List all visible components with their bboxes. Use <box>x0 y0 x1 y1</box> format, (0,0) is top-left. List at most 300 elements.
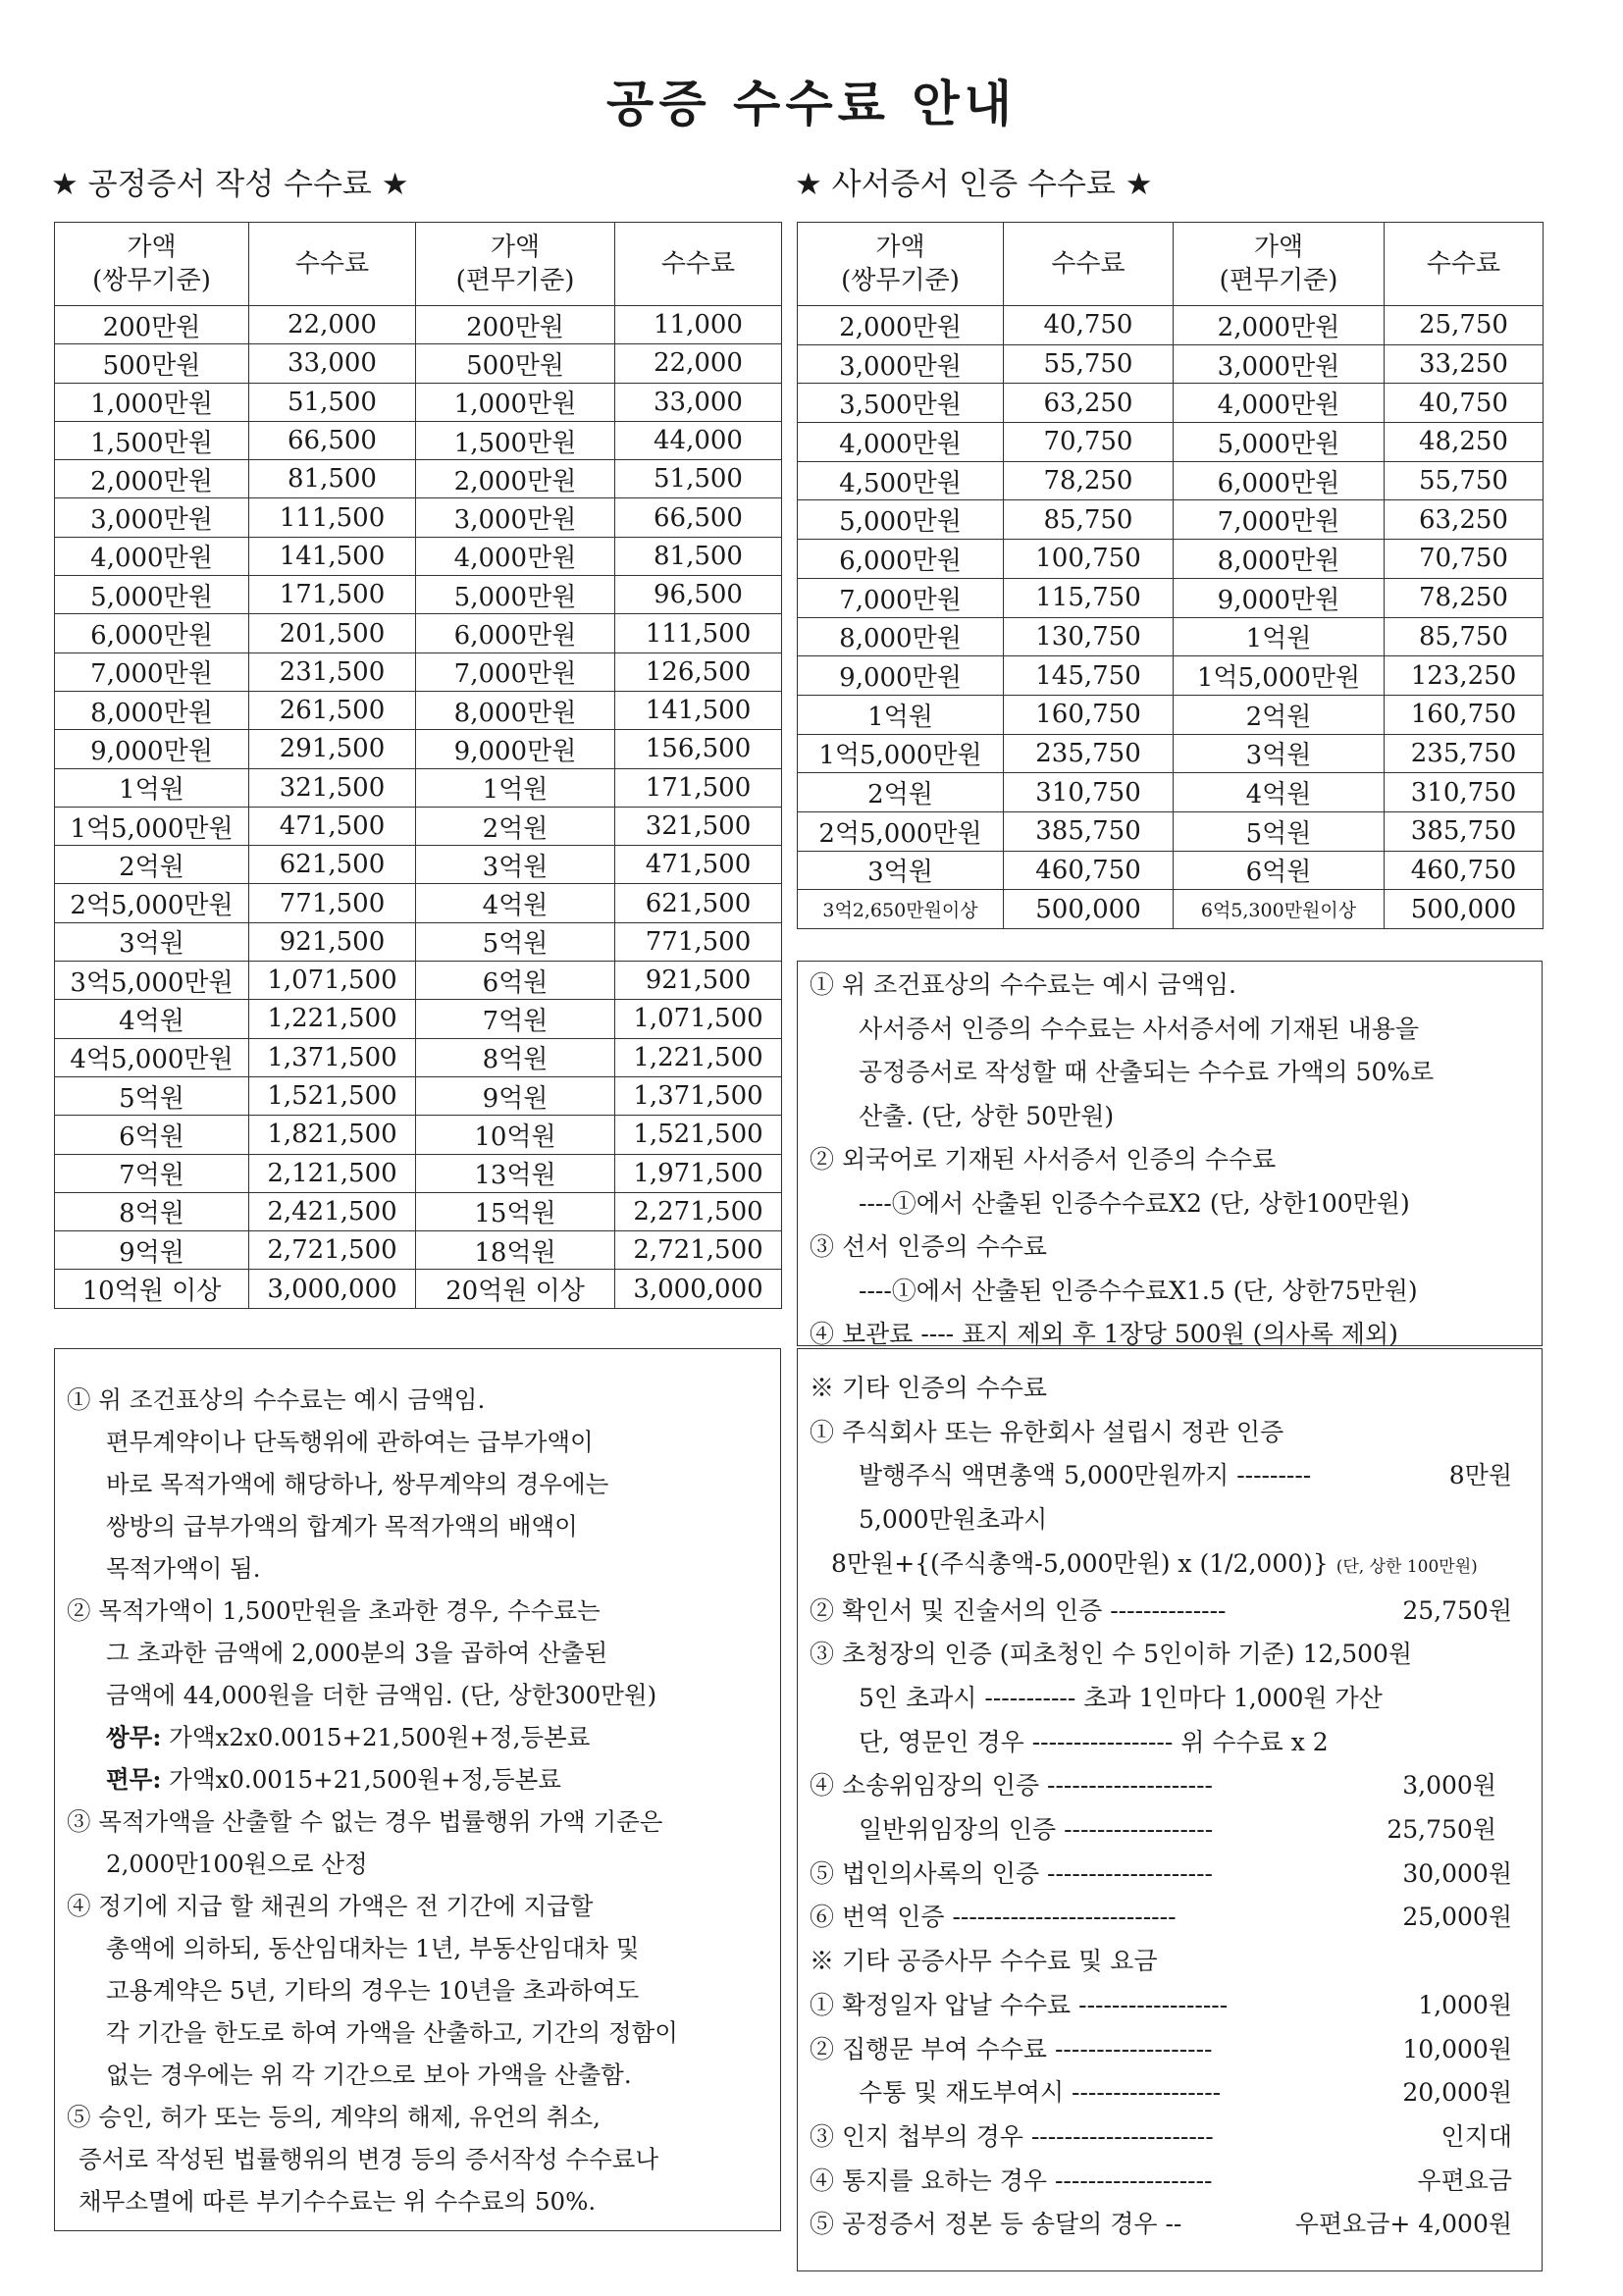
page-title: 공증 수수료 안내 <box>606 76 1017 132</box>
note-line: ① 위 조건표상의 수수료는 예시 금액임. <box>67 1385 486 1414</box>
note-line: 공정증서로 작성할 때 산출되는 수수료 가액의 50%로 <box>859 1058 1435 1086</box>
formula-label: 쌍무: <box>106 1723 162 1751</box>
item-fee: 3,000원 <box>1402 1771 1496 1800</box>
table-row <box>55 460 782 498</box>
amount-cell: 5억원 <box>55 1076 249 1115</box>
note-line: 그 초과한 금액에 2,000분의 3을 곱하여 산출된 <box>106 1639 608 1667</box>
notarial-deed-fee-table <box>54 222 782 1309</box>
item-fee: 25,750원 <box>1402 1595 1512 1625</box>
fee-cell: 235,750 <box>1004 734 1174 773</box>
fee-cell: 171,500 <box>615 768 782 807</box>
notarial-deed-fee-heading: ★ 공정증서 작성 수수료 ★ <box>51 167 409 202</box>
fee-cell: 621,500 <box>249 846 416 884</box>
item-fee: 우편요금+ 4,000원 <box>1294 2210 1512 2239</box>
fee-cell: 3,000,000 <box>249 1270 416 1308</box>
fee-cell: 2,121,500 <box>249 1154 416 1192</box>
fee-cell: 63,250 <box>1004 384 1174 423</box>
amount-cell: 8억원 <box>416 1038 615 1076</box>
fee-cell: 48,250 <box>1385 423 1544 462</box>
note-line: 2,000만100원으로 산정 <box>106 1850 368 1878</box>
item-fee: 25,000원 <box>1402 1903 1512 1932</box>
amount-cell: 9,000만원 <box>55 730 249 768</box>
note-line: ② 외국어로 기재된 사서증서 인증의 수수료 <box>810 1145 1277 1174</box>
item-fee: 30,000원 <box>1402 1858 1512 1888</box>
fee-cell: 22,000 <box>249 306 416 344</box>
table-row <box>55 383 782 421</box>
amount-cell: 1억5,000만원 <box>1174 656 1385 696</box>
amount-cell: 1억원 <box>55 768 249 807</box>
fee-cell: 126,500 <box>615 652 782 691</box>
fee-cell: 51,500 <box>615 460 782 498</box>
amount-cell: 5,000만원 <box>1174 423 1385 462</box>
fee-cell: 310,750 <box>1004 773 1174 812</box>
amount-cell: 9,000만원 <box>798 656 1004 696</box>
table-row <box>798 656 1544 696</box>
fee-cell: 1,221,500 <box>615 1038 782 1076</box>
fee-cell: 235,750 <box>1385 734 1544 773</box>
column-header: 수수료 <box>1004 223 1174 306</box>
column-header: 가액 (쌍무기준) <box>798 223 1004 306</box>
table-row <box>798 773 1544 812</box>
amount-cell: 1억5,000만원 <box>798 734 1004 773</box>
formula-unilateral <box>67 1758 762 1800</box>
fee-cell: 66,500 <box>615 498 782 537</box>
table-row <box>55 537 782 575</box>
fee-cell: 471,500 <box>615 846 782 884</box>
item-label: 발행주식 액면총액 5,000만원까지 --------- <box>859 1461 1312 1490</box>
fee-cell: 70,750 <box>1385 540 1544 579</box>
table-row <box>798 851 1544 890</box>
item-fee: 1,000원 <box>1418 1990 1512 2019</box>
fee-cell: 1,971,500 <box>615 1154 782 1192</box>
table-row <box>798 384 1544 423</box>
note-line <box>810 1764 1532 1808</box>
private-cert-notes <box>797 961 1543 1346</box>
amount-cell: 5,000만원 <box>55 576 249 614</box>
fee-cell: 2,421,500 <box>249 1192 416 1230</box>
fee-cell: 78,250 <box>1004 461 1174 500</box>
amount-cell: 6억5,300만원이상 <box>1174 890 1385 929</box>
table-row <box>798 344 1544 384</box>
amount-cell: 1억원 <box>1174 617 1385 656</box>
amount-cell: 9억원 <box>416 1076 615 1115</box>
table-row <box>55 344 782 383</box>
private-document-cert-fee-heading: ★ 사서증서 인증 수수료 ★ <box>795 167 1153 202</box>
amount-cell: 3,000만원 <box>55 498 249 537</box>
column-header: 가액 (편무기준) <box>1174 223 1385 306</box>
amount-cell: 2억5,000만원 <box>798 811 1004 851</box>
note-line: ① 위 조건표상의 수수료는 예시 금액임. <box>810 970 1236 999</box>
amount-cell: 15억원 <box>416 1192 615 1230</box>
fee-cell: 100,750 <box>1004 540 1174 579</box>
item-label: ⑤ 법인의사록의 인증 -------------------- <box>810 1858 1213 1888</box>
table-row <box>798 734 1544 773</box>
table-row <box>55 846 782 884</box>
table-row <box>798 500 1544 540</box>
amount-cell: 10억원 <box>416 1116 615 1154</box>
amount-cell: 4,000만원 <box>55 537 249 575</box>
fee-cell: 160,750 <box>1385 695 1544 734</box>
amount-cell: 5억원 <box>416 922 615 961</box>
table-row <box>798 306 1544 345</box>
fee-cell: 291,500 <box>249 730 416 768</box>
item-label: ⑤ 공정증서 정본 등 송달의 경우 -- <box>810 2210 1182 2239</box>
amount-cell: 2억원 <box>798 773 1004 812</box>
fee-cell: 310,750 <box>1385 773 1544 812</box>
fee-cell: 22,000 <box>615 344 782 383</box>
note-line: 사서증서 인증의 수수료는 사서증서에 기재된 내용을 <box>859 1014 1420 1043</box>
item-fee: 인지대 <box>1440 2121 1512 2151</box>
amount-cell: 2억원 <box>1174 695 1385 734</box>
note-line: 고용계약은 5년, 기타의 경우는 10년을 초과하여도 <box>106 1976 640 2005</box>
item-label: ④ 통지를 요하는 경우 ------------------- <box>810 2166 1213 2195</box>
fee-cell: 160,750 <box>1004 695 1174 734</box>
note-line: 각 기간을 한도로 하여 가액을 산출하고, 기간의 정함이 <box>106 2018 678 2047</box>
note-line <box>810 1590 1532 1634</box>
amount-cell: 3,000만원 <box>1174 344 1385 384</box>
fee-cell: 145,750 <box>1004 656 1174 696</box>
table-row <box>798 423 1544 462</box>
fee-cell: 385,750 <box>1004 811 1174 851</box>
amount-cell: 200만원 <box>55 306 249 344</box>
amount-cell: 7억원 <box>55 1154 249 1192</box>
note-line: 5,000만원초과시 <box>859 1505 1048 1535</box>
fee-cell: 385,750 <box>1385 811 1544 851</box>
amount-cell: 4억원 <box>416 884 615 922</box>
amount-cell: 7,000만원 <box>416 652 615 691</box>
note-line: ③ 선서 인증의 수수료 <box>810 1232 1048 1261</box>
amount-cell: 20억원 이상 <box>416 1270 615 1308</box>
formula-text: 8만원+{(주식총액-5,000만원) x (1/2,000)} <box>831 1548 1329 1578</box>
table-row <box>55 1231 782 1270</box>
amount-cell: 3억원 <box>1174 734 1385 773</box>
fee-cell: 40,750 <box>1004 306 1174 345</box>
amount-cell: 9억원 <box>55 1231 249 1270</box>
table-row <box>55 652 782 691</box>
table-row <box>55 1000 782 1038</box>
note-line: 산출. (단, 상한 50만원) <box>859 1101 1115 1130</box>
item-label: 수통 및 재도부여시 ------------------ <box>859 2078 1222 2108</box>
fee-cell: 921,500 <box>249 922 416 961</box>
fee-cell: 2,271,500 <box>615 1192 782 1230</box>
item-label: ② 확인서 및 진술서의 인증 -------------- <box>810 1595 1227 1625</box>
fee-cell: 921,500 <box>615 962 782 1000</box>
fee-cell: 771,500 <box>615 922 782 961</box>
fee-cell: 81,500 <box>615 537 782 575</box>
amount-cell: 3,000만원 <box>416 498 615 537</box>
fee-cell: 1,521,500 <box>615 1116 782 1154</box>
fee-cell: 156,500 <box>615 730 782 768</box>
item-label: ④ 소송위임장의 인증 -------------------- <box>810 1771 1213 1800</box>
amount-cell: 1억5,000만원 <box>55 807 249 845</box>
amount-cell: 3억2,650만원이상 <box>798 890 1004 929</box>
fee-cell: 130,750 <box>1004 617 1174 656</box>
table-row <box>798 617 1544 656</box>
fee-cell: 85,750 <box>1385 617 1544 656</box>
column-header: 가액 (편무기준) <box>416 223 615 306</box>
other-fees-notes <box>797 1348 1543 2271</box>
amount-cell: 4,500만원 <box>798 461 1004 500</box>
amount-cell: 5,000만원 <box>416 576 615 614</box>
column-header: 수수료 <box>249 223 416 306</box>
note-line: ④ 정기에 지급 할 채권의 가액은 전 기간에 지급할 <box>67 1892 594 1920</box>
fee-cell: 3,000,000 <box>615 1270 782 1308</box>
note-line: 바로 목적가액에 해당하나, 쌍무계약의 경우에는 <box>106 1470 609 1498</box>
fee-cell: 141,500 <box>615 691 782 729</box>
note-line: ① 주식회사 또는 유한회사 설립시 정관 인증 <box>810 1417 1284 1446</box>
table-row <box>55 922 782 961</box>
fee-cell: 471,500 <box>249 807 416 845</box>
fee-cell: 55,750 <box>1004 344 1174 384</box>
amount-cell: 2억5,000만원 <box>55 884 249 922</box>
amount-cell: 8,000만원 <box>55 691 249 729</box>
amount-cell: 6억원 <box>55 1116 249 1154</box>
column-header: 가액 (쌍무기준) <box>55 223 249 306</box>
table-row <box>55 768 782 807</box>
fee-cell: 2,721,500 <box>615 1231 782 1270</box>
note-line <box>810 1852 1532 1897</box>
fee-cell: 1,221,500 <box>249 1000 416 1038</box>
note-line: ④ 보관료 ---- 표지 제외 후 1장당 500원 (의사록 제외) <box>810 1320 1398 1348</box>
table-row <box>55 884 782 922</box>
amount-cell: 500만원 <box>416 344 615 383</box>
amount-cell: 3,000만원 <box>798 344 1004 384</box>
fee-cell: 500,000 <box>1004 890 1174 929</box>
fee-cell: 70,750 <box>1004 423 1174 462</box>
amount-cell: 1,500만원 <box>55 421 249 459</box>
formula-text: 가액x0.0015+21,500원+정,등본료 <box>161 1765 561 1794</box>
fee-cell: 85,750 <box>1004 500 1174 540</box>
table-row <box>55 1192 782 1230</box>
note-line <box>810 2071 1532 2115</box>
amount-cell: 5,000만원 <box>798 500 1004 540</box>
fee-cell: 321,500 <box>615 807 782 845</box>
column-header: 수수료 <box>1385 223 1544 306</box>
item-label: 일반위임장의 인증 ------------------ <box>859 1815 1214 1845</box>
note-line: ----①에서 산출된 인증수수료X1.5 (단, 상한75만원) <box>859 1276 1418 1305</box>
fee-cell: 460,750 <box>1385 851 1544 890</box>
fee-cell: 115,750 <box>1004 578 1174 617</box>
table-row <box>55 730 782 768</box>
fee-cell: 51,500 <box>249 383 416 421</box>
note-line: ③ 목적가액을 산출할 수 없는 경우 법률행위 가액 기준은 <box>67 1807 663 1836</box>
amount-cell: 8,000만원 <box>798 617 1004 656</box>
fee-cell: 1,371,500 <box>615 1076 782 1115</box>
note-line: 쌍방의 급부가액의 합계가 목적가액의 배액이 <box>106 1512 578 1540</box>
fee-cell: 500,000 <box>1385 890 1544 929</box>
fee-cell: 1,071,500 <box>615 1000 782 1038</box>
formula-text: 가액x2x0.0015+21,500원+정,등본료 <box>161 1723 591 1751</box>
amount-cell: 8억원 <box>55 1192 249 1230</box>
amount-cell: 1,500만원 <box>416 421 615 459</box>
section-title: ※ 기타 공증사무 수수료 및 요금 <box>810 1947 1158 1976</box>
amount-cell: 8,000만원 <box>416 691 615 729</box>
amount-cell: 9,000만원 <box>416 730 615 768</box>
note-line: 총액에 의하되, 동산임대차는 1년, 부동산임대차 및 <box>106 1934 640 1962</box>
amount-cell: 7억원 <box>416 1000 615 1038</box>
fee-cell: 96,500 <box>615 576 782 614</box>
note-line: 편무계약이나 단독행위에 관하여는 급부가액이 <box>106 1428 594 1456</box>
table-row <box>55 1116 782 1154</box>
amount-cell: 1,000만원 <box>55 383 249 421</box>
note-line: ③ 초청장의 인증 (피초청인 수 5인이하 기준) 12,500원 <box>810 1640 1413 1669</box>
amount-cell: 6,000만원 <box>416 614 615 652</box>
note-line: 증서로 작성된 법률행위의 변경 등의 증서작성 수수료나 <box>79 2145 659 2173</box>
table-row <box>55 306 782 344</box>
item-fee: 10,000원 <box>1402 2034 1512 2063</box>
table-row <box>55 962 782 1000</box>
fee-cell: 1,371,500 <box>249 1038 416 1076</box>
amount-cell: 9,000만원 <box>1174 578 1385 617</box>
fee-cell: 201,500 <box>249 614 416 652</box>
amount-cell: 4,000만원 <box>1174 384 1385 423</box>
note-line: ⑤ 승인, 허가 또는 등의, 계약의 해제, 유언의 취소, <box>67 2103 601 2131</box>
amount-cell: 7,000만원 <box>1174 500 1385 540</box>
note-line: 없는 경우에는 위 각 기간으로 보아 가액을 산출함. <box>106 2061 632 2089</box>
table-row <box>55 1154 782 1192</box>
amount-cell: 6,000만원 <box>55 614 249 652</box>
note-line: ② 목적가액이 1,500만원을 초과한 경우, 수수료는 <box>67 1596 601 1625</box>
fee-cell: 81,500 <box>249 460 416 498</box>
fee-cell: 621,500 <box>615 884 782 922</box>
table-row <box>55 576 782 614</box>
amount-cell: 6억원 <box>1174 851 1385 890</box>
amount-cell: 2,000만원 <box>416 460 615 498</box>
fee-cell: 123,250 <box>1385 656 1544 696</box>
section-title: ※ 기타 인증의 수수료 <box>810 1374 1048 1402</box>
fee-cell: 44,000 <box>615 421 782 459</box>
amount-cell: 2,000만원 <box>798 306 1004 345</box>
item-label: ② 집행문 부여 수수료 ------------------- <box>810 2034 1213 2063</box>
amount-cell: 1억원 <box>416 768 615 807</box>
amount-cell: 1,000만원 <box>416 383 615 421</box>
amount-cell: 3억5,000만원 <box>55 962 249 1000</box>
fee-cell: 1,071,500 <box>249 962 416 1000</box>
fee-cell: 141,500 <box>249 537 416 575</box>
fee-cell: 11,000 <box>615 306 782 344</box>
table-row <box>798 890 1544 929</box>
fee-cell: 261,500 <box>249 691 416 729</box>
amount-cell: 4,000만원 <box>798 423 1004 462</box>
amount-cell: 1억원 <box>798 695 1004 734</box>
amount-cell: 2,000만원 <box>55 460 249 498</box>
note-line <box>810 1542 1532 1590</box>
formula-bilateral <box>67 1716 762 1758</box>
table-row <box>55 1270 782 1308</box>
fee-cell: 771,500 <box>249 884 416 922</box>
amount-cell: 3억원 <box>798 851 1004 890</box>
note-line: 5인 초과시 ----------- 초과 1인마다 1,000원 가산 <box>859 1683 1383 1712</box>
fee-cell: 40,750 <box>1385 384 1544 423</box>
fee-cell: 33,250 <box>1385 344 1544 384</box>
note-line <box>810 2028 1532 2072</box>
amount-cell: 2억원 <box>416 807 615 845</box>
note-line <box>810 1984 1532 2028</box>
table-row <box>798 811 1544 851</box>
note-line <box>810 2115 1532 2160</box>
table-row <box>55 1076 782 1115</box>
amount-cell: 4억원 <box>1174 773 1385 812</box>
item-fee: 8만원 <box>1448 1461 1512 1490</box>
note-line: 채무소멸에 따른 부기수수료는 위 수수료의 50%. <box>79 2187 597 2216</box>
table-row <box>798 695 1544 734</box>
note-line: 단, 영문인 경우 ----------------- 위 수수료 x 2 <box>859 1727 1329 1756</box>
table-row <box>55 614 782 652</box>
amount-cell: 13억원 <box>416 1154 615 1192</box>
note-line <box>810 1454 1532 1498</box>
amount-cell: 6억원 <box>416 962 615 1000</box>
note-line: 금액에 44,000원을 더한 금액임. (단, 상한300만원) <box>106 1681 657 1709</box>
amount-cell: 4억원 <box>55 1000 249 1038</box>
amount-cell: 3,500만원 <box>798 384 1004 423</box>
fee-cell: 55,750 <box>1385 461 1544 500</box>
fee-cell: 1,821,500 <box>249 1116 416 1154</box>
fee-cell: 78,250 <box>1385 578 1544 617</box>
formula-note: (단, 상한 100만원) <box>1335 1556 1478 1577</box>
table-row <box>798 461 1544 500</box>
amount-cell: 2억원 <box>55 846 249 884</box>
table-row <box>798 540 1544 579</box>
table-row <box>55 807 782 845</box>
table-row <box>798 578 1544 617</box>
amount-cell: 3억원 <box>416 846 615 884</box>
fee-cell: 33,000 <box>249 344 416 383</box>
fee-cell: 460,750 <box>1004 851 1174 890</box>
amount-cell: 6,000만원 <box>798 540 1004 579</box>
fee-cell: 66,500 <box>249 421 416 459</box>
amount-cell: 6,000만원 <box>1174 461 1385 500</box>
amount-cell: 7,000만원 <box>55 652 249 691</box>
private-document-cert-fee-table <box>797 222 1544 929</box>
fee-cell: 171,500 <box>249 576 416 614</box>
amount-cell: 4,000만원 <box>416 537 615 575</box>
item-label: ③ 인지 첩부의 경우 ---------------------- <box>810 2121 1214 2151</box>
amount-cell: 2,000만원 <box>1174 306 1385 345</box>
item-label: ① 확정일자 압날 수수료 ------------------ <box>810 1990 1229 2019</box>
item-fee: 20,000원 <box>1402 2078 1512 2108</box>
fee-cell: 111,500 <box>615 614 782 652</box>
fee-cell: 321,500 <box>249 768 416 807</box>
amount-cell: 8,000만원 <box>1174 540 1385 579</box>
table-row <box>55 1038 782 1076</box>
column-header: 수수료 <box>615 223 782 306</box>
notarial-deed-notes <box>54 1348 781 2231</box>
note-line <box>810 1896 1532 1940</box>
fee-cell: 1,521,500 <box>249 1076 416 1115</box>
item-fee: 25,750원 <box>1387 1815 1496 1845</box>
fee-cell: 2,721,500 <box>249 1231 416 1270</box>
amount-cell: 3억원 <box>55 922 249 961</box>
table-row <box>55 691 782 729</box>
fee-cell: 63,250 <box>1385 500 1544 540</box>
fee-cell: 231,500 <box>249 652 416 691</box>
item-fee: 우편요금 <box>1417 2166 1512 2195</box>
note-line: ----①에서 산출된 인증수수료X2 (단, 상한100만원) <box>859 1188 1410 1218</box>
amount-cell: 200만원 <box>416 306 615 344</box>
fee-cell: 25,750 <box>1385 306 1544 345</box>
amount-cell: 500만원 <box>55 344 249 383</box>
amount-cell: 4억5,000만원 <box>55 1038 249 1076</box>
note-line <box>810 2203 1532 2247</box>
amount-cell: 18억원 <box>416 1231 615 1270</box>
amount-cell: 7,000만원 <box>798 578 1004 617</box>
fee-cell: 33,000 <box>615 383 782 421</box>
note-line: 목적가액이 됨. <box>106 1554 261 1583</box>
item-label: ⑥ 번역 인증 --------------------------- <box>810 1903 1177 1932</box>
amount-cell: 10억원 이상 <box>55 1270 249 1308</box>
table-row <box>55 421 782 459</box>
amount-cell: 5억원 <box>1174 811 1385 851</box>
